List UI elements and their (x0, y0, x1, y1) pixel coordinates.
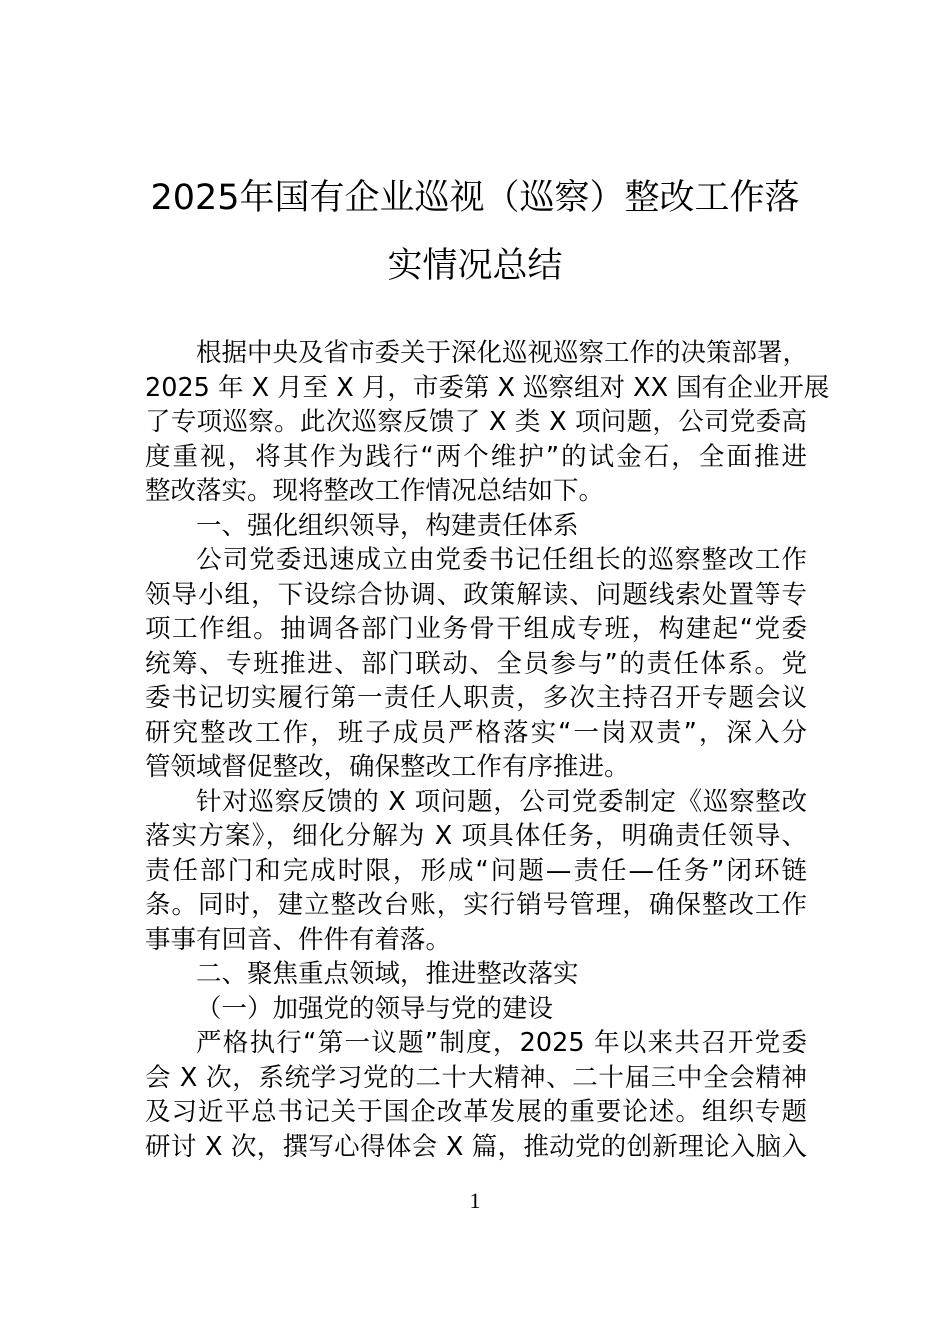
text-line: 2025 年 X 月至 X 月，市委第 X 巡察组对 XX 国有企业开展 (145, 372, 830, 403)
text-line: 条。同时，建立整改台账，实行销号管理，确保整改工作 (145, 890, 807, 920)
text-line: 领导小组，下设综合协调、政策解读、问题线索处置等专 (145, 579, 807, 610)
paragraph (145, 785, 807, 958)
paragraph (145, 509, 807, 544)
paragraph (145, 336, 830, 509)
paragraph (145, 992, 807, 1027)
text-line: 根据中央及省市委关于深化巡视巡察工作的决策部署， (196, 338, 809, 368)
paragraph (145, 957, 807, 992)
text-line: 研究整改工作，班子成员严格落实“一岗双责”，深入分 (145, 717, 807, 748)
text-line: 度重视，将其作为践行“两个维护”的试金石，全面推进 (145, 441, 807, 472)
text-line: 公司党委迅速成立由党委书记任组长的巡察整改工作 (196, 545, 807, 575)
document-body (145, 336, 830, 1164)
paragraph (145, 543, 807, 785)
text-line: 责任部门和完成时限，形成“问题—责任—任务”闭环链 (145, 855, 807, 886)
text-line: 针对巡察反馈的 X 项问题，公司党委制定《巡察整改 (196, 786, 807, 817)
title-line: 实情况总结 (387, 246, 563, 286)
text-line: 研讨 X 次，撰写心得体会 X 篇，推动党的创新理论入脑入 (145, 1131, 807, 1162)
document-title (0, 164, 950, 300)
paragraph (145, 1026, 807, 1164)
text-line: 严格执行“第一议题”制度，2025 年以来共召开党委 (196, 1028, 807, 1058)
text-line: （一）加强党的领导与党的建设 (196, 993, 554, 1024)
text-line: 项工作组。抽调各部门业务骨干组成专班，构建起“党委 (145, 614, 807, 644)
text-line: 整改落实。现将整改工作情况总结如下。 (145, 476, 605, 506)
text-line: 委书记切实履行第一责任人职责，多次主持召开专题会议 (145, 683, 807, 713)
text-line: 管领域督促整改，确保整改工作有序推进。 (145, 752, 630, 782)
text-line: 二、聚焦重点领域，推进整改落实 (196, 959, 579, 989)
text-line: 了专项巡察。此次巡察反馈了 X 类 X 项问题，公司党委高 (145, 407, 807, 437)
text-line: 及习近平总书记关于国企改革发展的重要论述。组织专题 (145, 1097, 807, 1127)
text-line: 会 X 次，系统学习党的二十大精神、二十届三中全会精神 (145, 1062, 807, 1093)
text-line: 落实方案》，细化分解为 X 项具体任务，明确责任领导、 (145, 821, 807, 851)
page-number: 1 (469, 1188, 481, 1213)
text-line: 事事有回音、件件有着落。 (145, 924, 452, 955)
title-line: 2025年国有企业巡视（巡察）整改工作落 (150, 178, 800, 218)
text-line: 一、强化组织领导，构建责任体系 (196, 510, 579, 541)
text-line: 统筹、专班推进、部门联动、全员参与”的责任体系。党 (145, 648, 807, 679)
